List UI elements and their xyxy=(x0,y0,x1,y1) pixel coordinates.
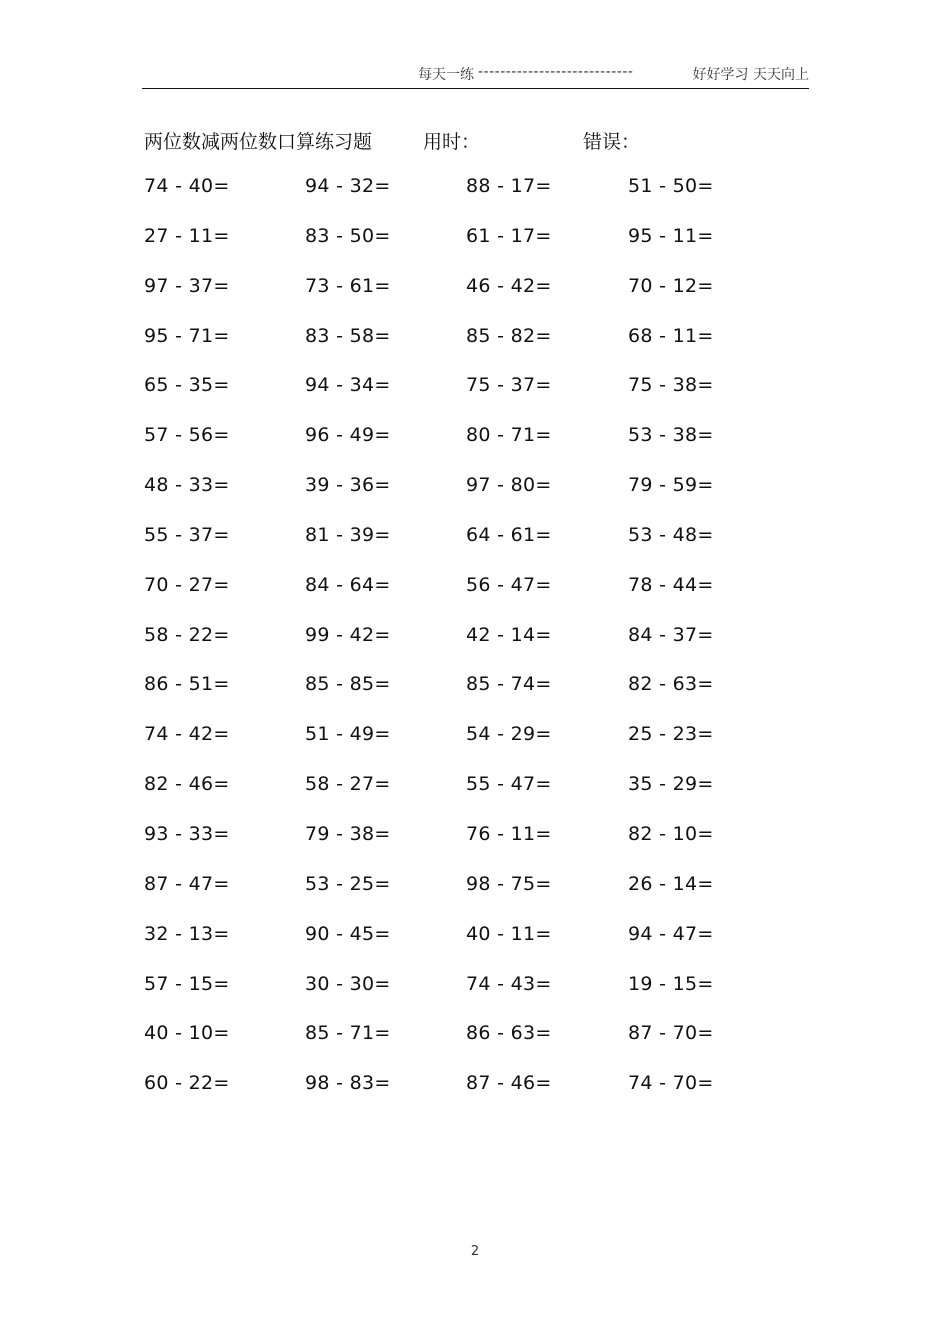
problem-item: 79 - 38= xyxy=(305,822,391,845)
problem-item: 60 - 22= xyxy=(144,1072,230,1095)
problem-row xyxy=(144,474,784,524)
problem-item: 86 - 51= xyxy=(144,673,230,696)
problem-item: 58 - 27= xyxy=(305,773,391,796)
problem-row xyxy=(144,524,784,574)
problem-item: 85 - 85= xyxy=(305,673,391,696)
problem-item: 97 - 80= xyxy=(466,474,552,497)
problem-item: 55 - 47= xyxy=(466,773,552,796)
problem-row xyxy=(144,424,784,474)
problem-row xyxy=(144,1022,784,1072)
problem-item: 96 - 49= xyxy=(305,424,391,447)
header-left-text: 每天一练 xyxy=(418,67,474,83)
problem-item: 74 - 70= xyxy=(628,1072,714,1095)
problem-item: 70 - 27= xyxy=(144,573,230,596)
time-label: 用时： xyxy=(423,131,481,153)
problem-row xyxy=(144,225,784,275)
problem-item: 53 - 25= xyxy=(305,872,391,895)
page-header xyxy=(142,64,809,86)
problem-item: 78 - 44= xyxy=(628,573,714,596)
problem-item: 48 - 33= xyxy=(144,474,230,497)
problem-row xyxy=(144,374,784,424)
problem-item: 57 - 15= xyxy=(144,972,230,995)
problem-item: 54 - 29= xyxy=(466,723,552,746)
problem-item: 90 - 45= xyxy=(305,922,391,945)
problem-item: 26 - 14= xyxy=(628,872,714,895)
problem-row xyxy=(144,624,784,674)
problem-item: 97 - 37= xyxy=(144,274,230,297)
problem-item: 95 - 71= xyxy=(144,324,230,347)
problem-item: 74 - 43= xyxy=(466,972,552,995)
problem-row xyxy=(144,325,784,375)
problem-item: 94 - 34= xyxy=(305,374,391,397)
problem-item: 87 - 46= xyxy=(466,1072,552,1095)
problem-grid xyxy=(144,175,784,1122)
problem-item: 53 - 48= xyxy=(628,523,714,546)
problem-item: 82 - 46= xyxy=(144,773,230,796)
problem-item: 88 - 17= xyxy=(466,175,552,197)
problem-item: 39 - 36= xyxy=(305,474,391,497)
problem-item: 40 - 11= xyxy=(466,922,552,945)
header-rule xyxy=(142,88,809,89)
problem-item: 94 - 47= xyxy=(628,922,714,945)
problem-item: 81 - 39= xyxy=(305,523,391,546)
page-number: 2 xyxy=(470,1244,480,1259)
problem-row xyxy=(144,973,784,1023)
problem-item: 32 - 13= xyxy=(144,922,230,945)
problem-row xyxy=(144,673,784,723)
problem-row xyxy=(144,773,784,823)
problem-item: 85 - 82= xyxy=(466,324,552,347)
header-dash-leader: ---------------------------- xyxy=(478,64,634,80)
problem-item: 87 - 47= xyxy=(144,872,230,895)
problem-row xyxy=(144,175,784,225)
problem-item: 40 - 10= xyxy=(144,1022,230,1045)
problem-item: 70 - 12= xyxy=(628,274,714,297)
problem-item: 82 - 63= xyxy=(628,673,714,696)
problem-item: 83 - 58= xyxy=(305,324,391,347)
problem-row xyxy=(144,823,784,873)
problem-item: 46 - 42= xyxy=(466,274,552,297)
problem-item: 85 - 71= xyxy=(305,1022,391,1045)
problem-item: 95 - 11= xyxy=(628,224,714,247)
problem-item: 56 - 47= xyxy=(466,573,552,596)
error-label: 错误： xyxy=(583,131,641,153)
problem-item: 51 - 50= xyxy=(628,175,714,197)
problem-row xyxy=(144,1072,784,1122)
problem-item: 68 - 11= xyxy=(628,324,714,347)
problem-item: 74 - 42= xyxy=(144,723,230,746)
problem-row xyxy=(144,723,784,773)
problem-item: 42 - 14= xyxy=(466,623,552,646)
problem-row xyxy=(144,923,784,973)
problem-item: 73 - 61= xyxy=(305,274,391,297)
problem-item: 82 - 10= xyxy=(628,822,714,845)
problem-item: 76 - 11= xyxy=(466,822,552,845)
problem-item: 85 - 74= xyxy=(466,673,552,696)
problem-item: 93 - 33= xyxy=(144,822,230,845)
problem-item: 86 - 63= xyxy=(466,1022,552,1045)
problem-row xyxy=(144,574,784,624)
problem-item: 55 - 37= xyxy=(144,523,230,546)
problem-item: 58 - 22= xyxy=(144,623,230,646)
header-right-text: 好好学习 天天向上 xyxy=(692,67,809,83)
problem-item: 79 - 59= xyxy=(628,474,714,497)
problem-item: 80 - 71= xyxy=(466,424,552,447)
problem-item: 53 - 38= xyxy=(628,424,714,447)
problem-item: 94 - 32= xyxy=(305,175,391,197)
problem-item: 27 - 11= xyxy=(144,224,230,247)
problem-item: 64 - 61= xyxy=(466,523,552,546)
problem-item: 75 - 38= xyxy=(628,374,714,397)
problem-item: 30 - 30= xyxy=(305,972,391,995)
problem-item: 19 - 15= xyxy=(628,972,714,995)
problem-item: 57 - 56= xyxy=(144,424,230,447)
problem-item: 25 - 23= xyxy=(628,723,714,746)
problem-item: 98 - 83= xyxy=(305,1072,391,1095)
problem-item: 51 - 49= xyxy=(305,723,391,746)
problem-item: 35 - 29= xyxy=(628,773,714,796)
problem-item: 65 - 35= xyxy=(144,374,230,397)
worksheet-title: 两位数减两位数口算练习题 xyxy=(144,131,373,153)
problem-item: 75 - 37= xyxy=(466,374,552,397)
problem-item: 87 - 70= xyxy=(628,1022,714,1045)
problem-item: 61 - 17= xyxy=(466,224,552,247)
problem-item: 99 - 42= xyxy=(305,623,391,646)
problem-item: 84 - 64= xyxy=(305,573,391,596)
problem-row xyxy=(144,873,784,923)
problem-row xyxy=(144,275,784,325)
problem-item: 84 - 37= xyxy=(628,623,714,646)
problem-item: 98 - 75= xyxy=(466,872,552,895)
problem-item: 83 - 50= xyxy=(305,224,391,247)
problem-item: 74 - 40= xyxy=(144,175,230,197)
